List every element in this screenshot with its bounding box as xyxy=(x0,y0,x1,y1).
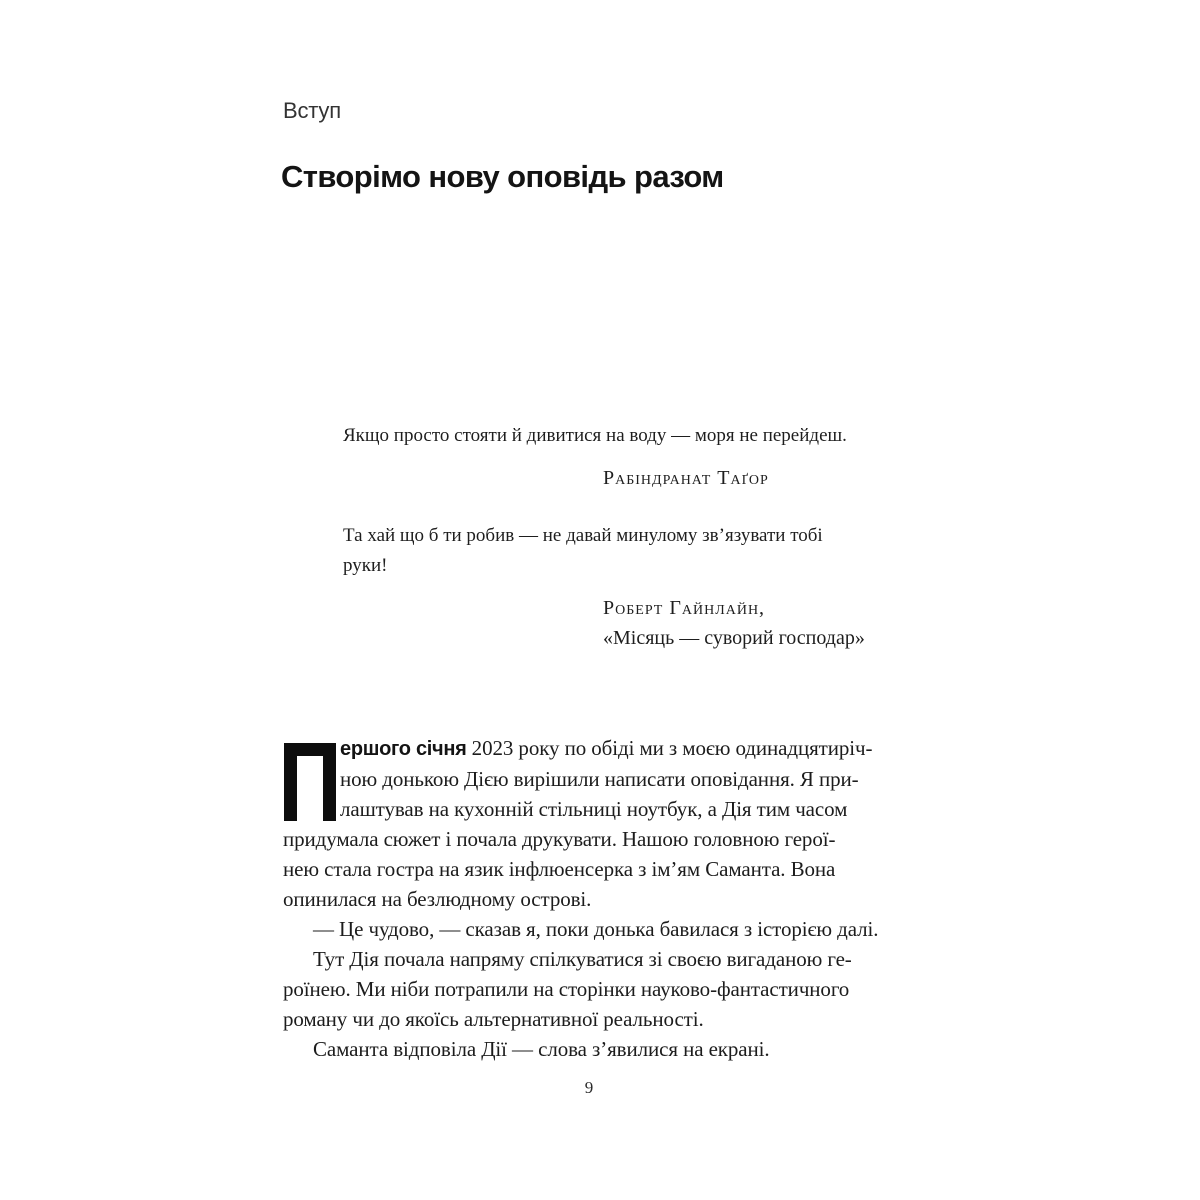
epigraph-author: Роберт Гайнлайн, xyxy=(603,597,766,619)
epigraph-author: Рабіндранат Таґор xyxy=(603,467,769,489)
body-line: роїнею. Ми ніби потрапили на сторінки науково-фантастичного xyxy=(283,977,850,1001)
epigraph-attribution-2 xyxy=(603,593,865,653)
chapter-kicker: Вступ xyxy=(283,98,341,123)
epigraph-quote-line: Та хай що б ти робив — не давай минулому зв’язувати тобі xyxy=(343,525,823,546)
epigraph-quote-1 xyxy=(343,421,883,451)
body-line xyxy=(340,733,923,764)
body-line: лаштував на кухонній стільниці ноутбук, а Дія тим часом xyxy=(340,797,848,821)
epigraph-source-title: «Місяць — суворий господар» xyxy=(603,627,865,649)
body-line-dialogue: — Це чудово, — сказав я, поки донька бавилася з історією далі. xyxy=(313,917,879,941)
body-line: опинилася на безлюдному острові. xyxy=(283,887,592,911)
epigraph-quote-line: Якщо просто стояти й дивитися на воду — моря не перейдеш. xyxy=(343,425,847,446)
lead-in-bold: ершого січня xyxy=(340,738,467,760)
epigraph-attribution-1 xyxy=(603,463,769,493)
chapter-title: Створімо нову оповідь разом xyxy=(281,159,724,194)
body-line: нею стала гостра на язик інфлюенсерка з ім’ям Саманта. Вона xyxy=(283,857,836,881)
body-line: придумала сюжет і почала друкувати. Нашою головною герої- xyxy=(283,827,836,851)
body-line: Саманта відповіла Дії — слова з’явилися на екрані. xyxy=(313,1037,770,1061)
epigraph-quote-line: руки! xyxy=(343,555,388,576)
body-line-text: 2023 року по обіді ми з моєю одинадцятиріч- xyxy=(466,736,873,760)
body-line: роману чи до якоїсь альтернативної реальності. xyxy=(283,1007,704,1031)
page-number: 9 xyxy=(584,1078,594,1097)
body-text xyxy=(283,733,923,1064)
epigraph-quote-2 xyxy=(343,521,883,581)
body-line: ною донькою Дією вирішили написати оповідання. Я при- xyxy=(340,767,859,791)
body-line: Тут Дія почала напряму спілкуватися зі своєю вигаданою ге- xyxy=(313,947,852,971)
